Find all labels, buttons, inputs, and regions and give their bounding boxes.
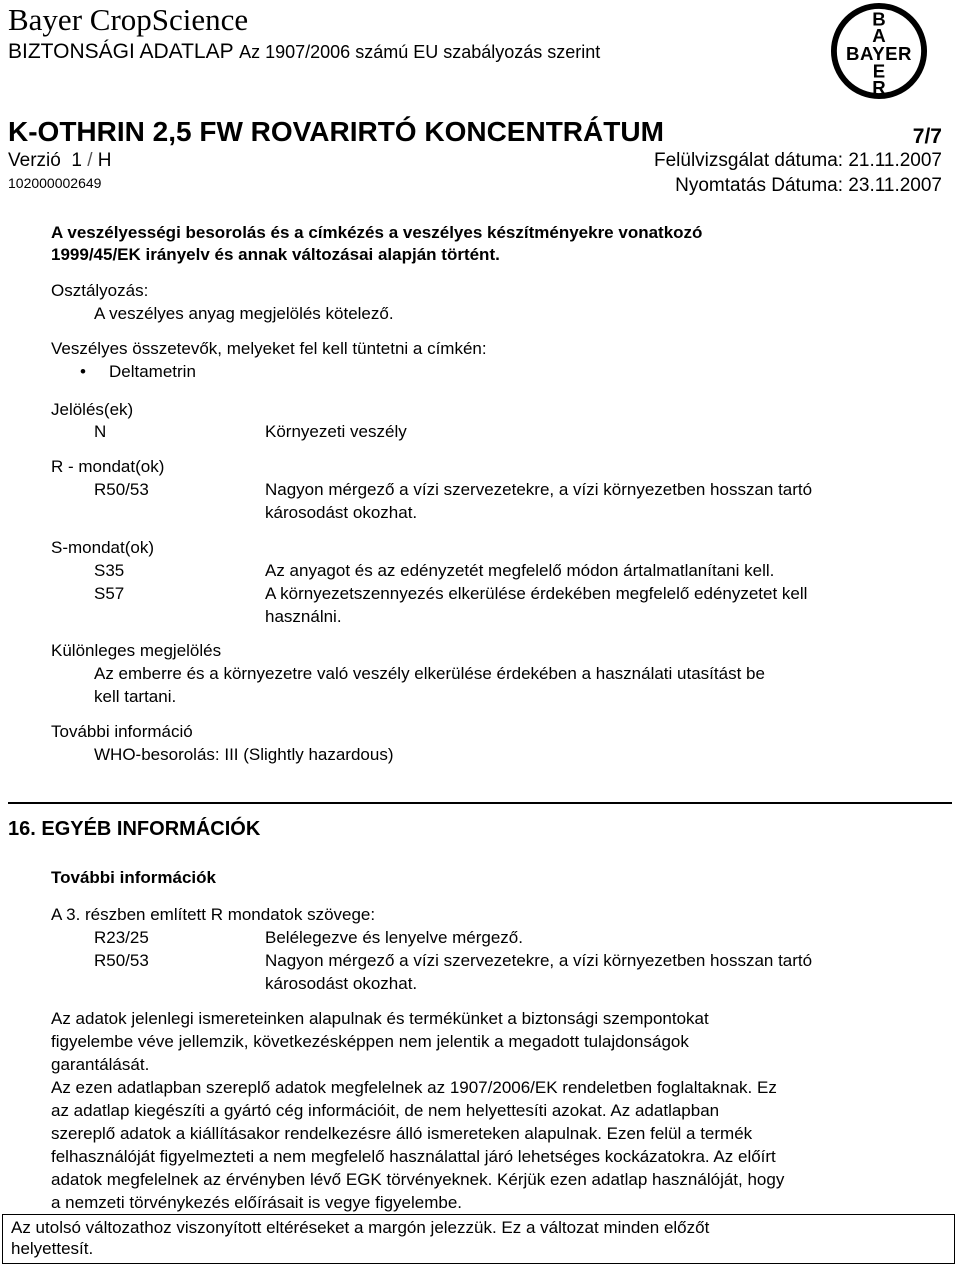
section-16-subtitle: További információk — [51, 868, 216, 887]
symbol-label: Jelölés(ek) — [51, 400, 134, 419]
section-16-title: 16. EGYÉB INFORMÁCIÓK — [8, 818, 261, 840]
r-phrase-text-1: Nagyon mérgező a vízi szervezetekre, a vízi környezetben hosszan tartó — [265, 480, 813, 499]
classification-value: A veszélyes anyag megjelölés kötelező. — [94, 304, 394, 323]
version-separator: / — [87, 150, 93, 171]
disclaimer-1-line-3: garantálását. — [51, 1055, 150, 1074]
brand-name: Bayer CropScience — [8, 2, 249, 37]
disclaimer-2-line-5: adatok megfelelnek az érvényben lévő EGK törvényeknek. Kérjük ezen adatlap használóját, hogy — [51, 1170, 785, 1189]
disclaimer-2-line-2: az adatlap kiegészíti a gyártó cég információit, de nem helyettesíti azokat. Az adatlapban — [51, 1101, 720, 1120]
footer-notice — [2, 1214, 955, 1264]
disclaimer-2-line-1: Az ezen adatlapban szereplő adatok megfelelnek az 1907/2006/EK rendeletben foglaltaknak. Ez — [51, 1078, 777, 1097]
doc-type-title: BIZTONSÁGI ADATLAP — [8, 40, 234, 63]
page-number: 7/7 — [912, 125, 942, 148]
svg-text:A: A — [872, 25, 886, 47]
special-text-1: Az emberre és a környezetre való veszély elkerülése érdekében a használati utasítást be — [94, 664, 765, 683]
r-phrase-text-2: károsodást okozhat. — [265, 503, 418, 522]
regulation-text: Az 1907/2006 számú EU szabályozás szerint — [239, 42, 601, 62]
svg-text:R: R — [872, 77, 886, 99]
r-phrase-text-2: károsodást okozhat. — [265, 974, 418, 993]
bullet-icon: • — [80, 362, 86, 381]
bayer-cross-logo — [830, 2, 928, 100]
s-phrase-text-2a: A környezetszennyezés elkerülése érdekében megfelelő edényzetet kell — [265, 584, 808, 603]
classification-label: Osztályozás: — [51, 281, 149, 300]
footer-line-1: Az utolsó változathoz viszonyított eltéréseket a margón jelezzük. Ez a változat minden előzőt — [11, 1218, 710, 1237]
disclaimer-2-line-6: a nemzeti törvénykezés előírásait is vegye figyelembe. — [51, 1193, 463, 1212]
svg-text:B: B — [872, 8, 886, 30]
intro-line-1: A veszélyességi besorolás és a címkézés a veszélyes készítményekre vonatkozó — [51, 223, 703, 242]
special-text-2: kell tartani. — [94, 687, 177, 706]
s-phrase-code-2: S57 — [94, 584, 125, 603]
disclaimer-2-line-4: felhasználóját figyelmezteti a nem megfelelő használattal járó lehetséges kockázatokra. Az előírt — [51, 1147, 776, 1166]
version-line — [8, 150, 112, 172]
s-phrase-text-1: Az anyagot és az edényzetét megfelelő módon ártalmatlanítani kell. — [265, 561, 775, 580]
r-phrase-text-1: Nagyon mérgező a vízi szervezetekre, a vízi környezetben hosszan tartó — [265, 951, 813, 970]
s-phrase-text-2b: használni. — [265, 607, 342, 626]
special-label: Különleges megjelölés — [51, 641, 222, 660]
components-label: Veszélyes összetevők, melyeket fel kell tüntetni a címkén: — [51, 339, 487, 358]
r-phrase-code: R50/53 — [94, 951, 149, 970]
svg-text:BAYER: BAYER — [846, 42, 912, 64]
product-name: K-OTHRIN 2,5 FW ROVARIRTÓ KONCENTRÁTUM — [8, 116, 664, 147]
version-language: H — [97, 150, 112, 171]
further-info-label: További információ — [51, 722, 193, 741]
r-phrase-code: R50/53 — [94, 480, 149, 499]
revision-date: Felülvizsgálat dátuma: 21.11.2007 — [654, 150, 942, 171]
footer-line-2: helyettesít. — [11, 1239, 94, 1258]
version-label: Verzió — [8, 150, 61, 171]
document-type — [8, 40, 600, 64]
intro-line-2: 1999/45/EK irányelv és annak változásai alapján történt. — [51, 245, 500, 264]
section-divider — [8, 802, 952, 804]
disclaimer-2-line-3: szereplő adatok a kiállításakor rendelkezésre álló ismereteken alapulnak. Ezen felül a termék — [51, 1124, 753, 1143]
r-phrase-code: R23/25 — [94, 928, 149, 947]
svg-text:E: E — [872, 60, 886, 82]
component-item: Deltametrin — [109, 362, 196, 381]
document-id: 102000002649 — [8, 175, 102, 191]
r-phrases-intro: A 3. részben említett R mondatok szövege: — [51, 905, 376, 924]
version-number: 1 — [71, 150, 82, 171]
disclaimer-1-line-2: figyelembe véve jellemzik, következésképpen nem jelentik a megadott tulajdonságok — [51, 1032, 689, 1051]
symbol-code: N — [94, 422, 107, 441]
r-phrase-text: Belélegezve és lenyelve mérgező. — [265, 928, 523, 947]
who-classification: WHO-besorolás: III (Slightly hazardous) — [94, 745, 394, 764]
disclaimer-1-line-1: Az adatok jelenlegi ismereteinken alapulnak és termékünket a biztonsági szempontokat — [51, 1009, 709, 1028]
symbol-text: Környezeti veszély — [265, 422, 407, 441]
s-phrase-code-1: S35 — [94, 561, 125, 580]
r-phrases-label: R - mondat(ok) — [51, 457, 165, 476]
print-date: Nyomtatás Dátuma: 23.11.2007 — [675, 175, 942, 196]
s-phrases-label: S-mondat(ok) — [51, 538, 154, 557]
